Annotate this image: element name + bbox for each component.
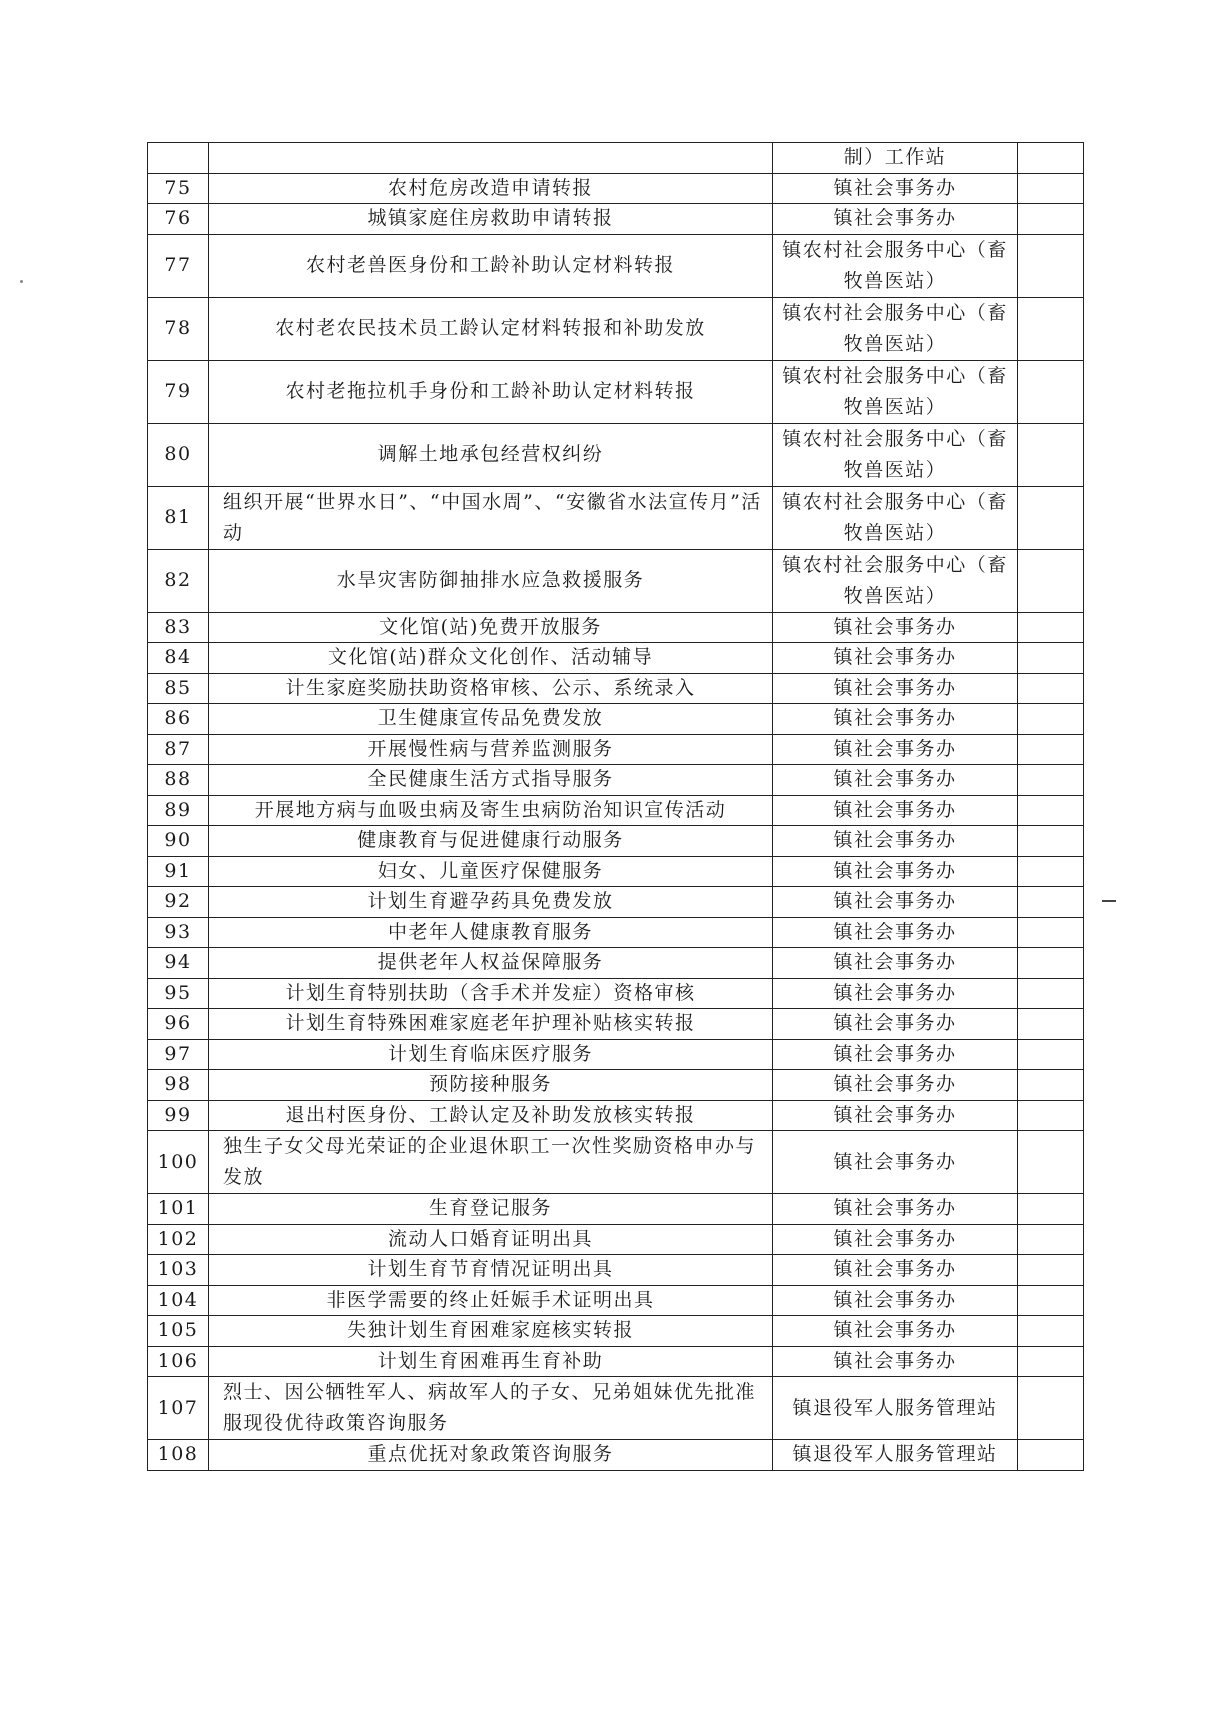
row-number-cell: 100 (148, 1131, 209, 1194)
department-cell: 镇社会事务办 (773, 734, 1018, 765)
department-cell: 镇退役军人服务管理站 (773, 1377, 1018, 1440)
department-cell: 镇社会事务办 (773, 1070, 1018, 1101)
row-number-cell: 82 (148, 549, 209, 612)
department-cell: 镇社会事务办 (773, 1009, 1018, 1040)
service-item-cell: 妇女、儿童医疗保健服务 (209, 856, 773, 887)
remarks-cell (1018, 948, 1084, 979)
table-row (148, 673, 1084, 704)
row-number-cell: 95 (148, 978, 209, 1009)
table-row (148, 423, 1084, 486)
department-cell: 镇社会事务办 (773, 1346, 1018, 1377)
department-cell: 镇社会事务办 (773, 173, 1018, 204)
service-item-cell: 健康教育与促进健康行动服务 (209, 826, 773, 857)
remarks-cell (1018, 643, 1084, 674)
row-number-cell: 75 (148, 173, 209, 204)
remarks-cell (1018, 423, 1084, 486)
service-item-cell: 提供老年人权益保障服务 (209, 948, 773, 979)
table-row (148, 856, 1084, 887)
department-cell: 制）工作站 (773, 143, 1018, 174)
row-number-cell: 88 (148, 765, 209, 796)
remarks-cell (1018, 673, 1084, 704)
service-item-cell: 失独计划生育困难家庭核实转报 (209, 1316, 773, 1347)
service-item-cell: 计划生育特殊困难家庭老年护理补贴核实转报 (209, 1009, 773, 1040)
service-item-cell (209, 143, 773, 174)
remarks-cell (1018, 917, 1084, 948)
row-number-cell: 89 (148, 795, 209, 826)
table-row (148, 549, 1084, 612)
remarks-cell (1018, 173, 1084, 204)
table-row (148, 948, 1084, 979)
service-item-cell: 非医学需要的终止妊娠手术证明出具 (209, 1285, 773, 1316)
remarks-cell (1018, 1224, 1084, 1255)
remarks-cell (1018, 1009, 1084, 1040)
department-cell: 镇社会事务办 (773, 1100, 1018, 1131)
service-item-cell: 开展慢性病与营养监测服务 (209, 734, 773, 765)
table-row (148, 643, 1084, 674)
service-item-cell: 开展地方病与血吸虫病及寄生虫病防治知识宣传活动 (209, 795, 773, 826)
service-item-cell: 独生子女父母光荣证的企业退休职工一次性奖励资格申办与发放 (209, 1131, 773, 1194)
row-number-cell: 105 (148, 1316, 209, 1347)
row-number-cell: 98 (148, 1070, 209, 1101)
department-cell: 镇社会事务办 (773, 1039, 1018, 1070)
row-number-cell: 92 (148, 887, 209, 918)
table-row (148, 204, 1084, 235)
row-number-cell: 99 (148, 1100, 209, 1131)
department-cell: 镇社会事务办 (773, 887, 1018, 918)
row-number-cell: 94 (148, 948, 209, 979)
table-row (148, 917, 1084, 948)
service-item-cell: 计生家庭奖励扶助资格审核、公示、系统录入 (209, 673, 773, 704)
table-row (148, 1100, 1084, 1131)
department-cell: 镇社会事务办 (773, 1194, 1018, 1225)
table-row (148, 1194, 1084, 1225)
remarks-cell (1018, 765, 1084, 796)
service-item-cell: 水旱灾害防御抽排水应急救援服务 (209, 549, 773, 612)
table-row (148, 234, 1084, 297)
department-cell: 镇社会事务办 (773, 1224, 1018, 1255)
remarks-cell (1018, 1070, 1084, 1101)
remarks-cell (1018, 795, 1084, 826)
scan-mark (1102, 900, 1116, 902)
remarks-cell (1018, 734, 1084, 765)
remarks-cell (1018, 856, 1084, 887)
department-cell: 镇社会事务办 (773, 765, 1018, 796)
row-number-cell: 86 (148, 704, 209, 735)
remarks-cell (1018, 1100, 1084, 1131)
department-cell: 镇农村社会服务中心（畜牧兽医站） (773, 297, 1018, 360)
department-cell: 镇社会事务办 (773, 1255, 1018, 1286)
service-item-cell: 农村老农民技术员工龄认定材料转报和补助发放 (209, 297, 773, 360)
department-cell: 镇农村社会服务中心（畜牧兽医站） (773, 423, 1018, 486)
service-item-cell: 烈士、因公牺牲军人、病故军人的子女、兄弟姐妹优先批准服现役优待政策咨询服务 (209, 1377, 773, 1440)
row-number-cell: 93 (148, 917, 209, 948)
remarks-cell (1018, 978, 1084, 1009)
remarks-cell (1018, 234, 1084, 297)
remarks-cell (1018, 143, 1084, 174)
service-item-cell: 中老年人健康教育服务 (209, 917, 773, 948)
department-cell: 镇退役军人服务管理站 (773, 1440, 1018, 1471)
remarks-cell (1018, 549, 1084, 612)
table-row (148, 1039, 1084, 1070)
remarks-cell (1018, 1131, 1084, 1194)
table-row (148, 1440, 1084, 1471)
service-item-cell: 卫生健康宣传品免费发放 (209, 704, 773, 735)
row-number-cell: 90 (148, 826, 209, 857)
row-number-cell: 84 (148, 643, 209, 674)
table-row (148, 486, 1084, 549)
remarks-cell (1018, 1346, 1084, 1377)
department-cell: 镇社会事务办 (773, 1316, 1018, 1347)
remarks-cell (1018, 297, 1084, 360)
service-item-cell: 计划生育节育情况证明出具 (209, 1255, 773, 1286)
service-table (147, 142, 1084, 1471)
table-row (148, 1224, 1084, 1255)
table-row (148, 1316, 1084, 1347)
department-cell: 镇农村社会服务中心（畜牧兽医站） (773, 234, 1018, 297)
row-number-cell: 78 (148, 297, 209, 360)
table-row (148, 826, 1084, 857)
service-table-body (148, 143, 1084, 1471)
remarks-cell (1018, 1194, 1084, 1225)
row-number-cell: 103 (148, 1255, 209, 1286)
department-cell: 镇农村社会服务中心（畜牧兽医站） (773, 549, 1018, 612)
table-row (148, 1346, 1084, 1377)
service-item-cell: 计划生育特别扶助（含手术并发症）资格审核 (209, 978, 773, 1009)
service-item-cell: 文化馆(站)免费开放服务 (209, 612, 773, 643)
table-row (148, 360, 1084, 423)
remarks-cell (1018, 612, 1084, 643)
row-number-cell: 102 (148, 1224, 209, 1255)
row-number-cell: 81 (148, 486, 209, 549)
service-item-cell: 预防接种服务 (209, 1070, 773, 1101)
remarks-cell (1018, 826, 1084, 857)
department-cell: 镇社会事务办 (773, 1285, 1018, 1316)
service-item-cell: 退出村医身份、工龄认定及补助发放核实转报 (209, 1100, 773, 1131)
service-item-cell: 调解土地承包经营权纠纷 (209, 423, 773, 486)
service-item-cell: 农村老拖拉机手身份和工龄补助认定材料转报 (209, 360, 773, 423)
department-cell: 镇社会事务办 (773, 948, 1018, 979)
row-number-cell: 101 (148, 1194, 209, 1225)
row-number-cell: 87 (148, 734, 209, 765)
service-item-cell: 农村老兽医身份和工龄补助认定材料转报 (209, 234, 773, 297)
department-cell: 镇社会事务办 (773, 795, 1018, 826)
table-row-continued (148, 143, 1084, 174)
table-row (148, 612, 1084, 643)
department-cell: 镇社会事务办 (773, 673, 1018, 704)
row-number-cell: 85 (148, 673, 209, 704)
table-row (148, 795, 1084, 826)
remarks-cell (1018, 360, 1084, 423)
department-cell: 镇社会事务办 (773, 704, 1018, 735)
table-row (148, 765, 1084, 796)
table-row (148, 1131, 1084, 1194)
department-cell: 镇社会事务办 (773, 826, 1018, 857)
service-item-cell: 计划生育临床医疗服务 (209, 1039, 773, 1070)
table-row (148, 978, 1084, 1009)
row-number-cell: 104 (148, 1285, 209, 1316)
row-number-cell: 106 (148, 1346, 209, 1377)
table-row (148, 1285, 1084, 1316)
service-item-cell: 流动人口婚育证明出具 (209, 1224, 773, 1255)
remarks-cell (1018, 704, 1084, 735)
service-list-sheet (147, 142, 1083, 1471)
row-number-cell: 77 (148, 234, 209, 297)
row-number-cell: 107 (148, 1377, 209, 1440)
service-item-cell: 计划生育困难再生育补助 (209, 1346, 773, 1377)
department-cell: 镇农村社会服务中心（畜牧兽医站） (773, 360, 1018, 423)
scan-speck (20, 280, 23, 283)
table-row (148, 1377, 1084, 1440)
service-item-cell: 文化馆(站)群众文化创作、活动辅导 (209, 643, 773, 674)
service-item-cell: 计划生育避孕药具免费发放 (209, 887, 773, 918)
row-number-cell: 97 (148, 1039, 209, 1070)
department-cell: 镇农村社会服务中心（畜牧兽医站） (773, 486, 1018, 549)
remarks-cell (1018, 1039, 1084, 1070)
remarks-cell (1018, 1377, 1084, 1440)
row-number-cell: 83 (148, 612, 209, 643)
row-number-cell: 91 (148, 856, 209, 887)
table-row (148, 1009, 1084, 1040)
row-number-cell: 76 (148, 204, 209, 235)
department-cell: 镇社会事务办 (773, 1131, 1018, 1194)
remarks-cell (1018, 486, 1084, 549)
table-row (148, 1255, 1084, 1286)
department-cell: 镇社会事务办 (773, 978, 1018, 1009)
row-number-cell (148, 143, 209, 174)
department-cell: 镇社会事务办 (773, 856, 1018, 887)
service-item-cell: 重点优抚对象政策咨询服务 (209, 1440, 773, 1471)
table-row (148, 297, 1084, 360)
remarks-cell (1018, 1285, 1084, 1316)
row-number-cell: 96 (148, 1009, 209, 1040)
remarks-cell (1018, 1255, 1084, 1286)
row-number-cell: 80 (148, 423, 209, 486)
table-row (148, 704, 1084, 735)
table-row (148, 887, 1084, 918)
table-row (148, 734, 1084, 765)
service-item-cell: 农村危房改造申请转报 (209, 173, 773, 204)
department-cell: 镇社会事务办 (773, 917, 1018, 948)
row-number-cell: 108 (148, 1440, 209, 1471)
department-cell: 镇社会事务办 (773, 204, 1018, 235)
service-item-cell: 城镇家庭住房救助申请转报 (209, 204, 773, 235)
remarks-cell (1018, 887, 1084, 918)
service-item-cell: 全民健康生活方式指导服务 (209, 765, 773, 796)
department-cell: 镇社会事务办 (773, 643, 1018, 674)
row-number-cell: 79 (148, 360, 209, 423)
remarks-cell (1018, 1316, 1084, 1347)
remarks-cell (1018, 204, 1084, 235)
remarks-cell (1018, 1440, 1084, 1471)
table-row (148, 173, 1084, 204)
service-item-cell: 组织开展“世界水日”、“中国水周”、“安徽省水法宣传月”活动 (209, 486, 773, 549)
department-cell: 镇社会事务办 (773, 612, 1018, 643)
service-item-cell: 生育登记服务 (209, 1194, 773, 1225)
table-row (148, 1070, 1084, 1101)
